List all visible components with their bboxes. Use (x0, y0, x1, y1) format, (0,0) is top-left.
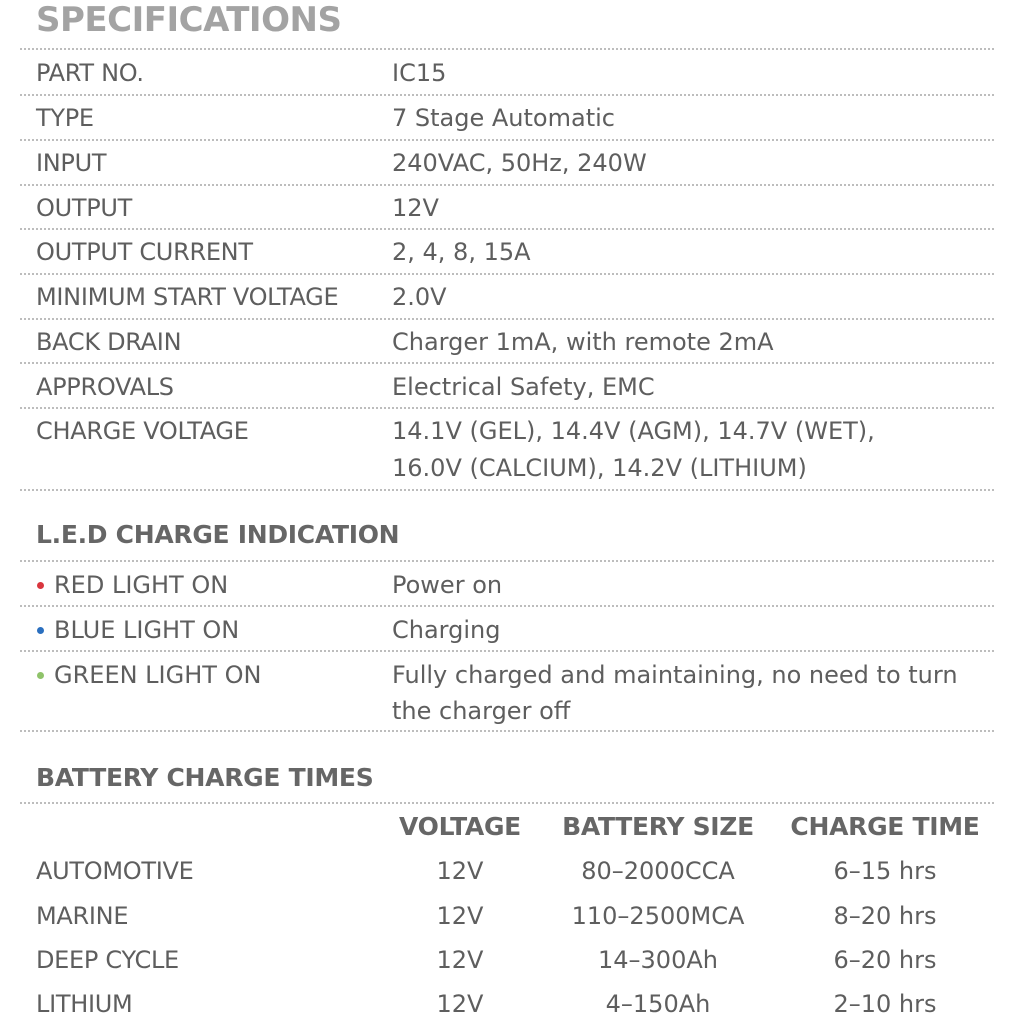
column-header-battery-size: BATTERY SIZE (562, 812, 754, 841)
battery-voltage: 12V (436, 946, 484, 974)
led-label-blue: BLUE LIGHT ON (54, 616, 240, 644)
spec-label-type: TYPE (36, 104, 94, 132)
divider (20, 228, 994, 230)
divider (20, 730, 994, 732)
spec-value-min-start-voltage: 2.0V (392, 283, 447, 311)
divider (20, 407, 994, 409)
battery-size: 14–300Ah (598, 946, 718, 974)
spec-value-output-current: 2, 4, 8, 15A (392, 238, 531, 266)
led-section-title: L.E.D CHARGE INDICATION (36, 520, 400, 549)
battery-voltage: 12V (436, 857, 484, 885)
divider (20, 650, 994, 652)
divider (20, 184, 994, 186)
battery-size: 4–150Ah (605, 990, 711, 1018)
spec-value-type: 7 Stage Automatic (392, 104, 615, 132)
spec-label-charge-voltage: CHARGE VOLTAGE (36, 417, 249, 445)
spec-label-output: OUTPUT (36, 194, 133, 222)
divider (20, 48, 994, 50)
spec-label-approvals: APPROVALS (36, 373, 174, 401)
spec-value-charge-voltage: 14.1V (GEL), 14.4V (AGM), 14.7V (WET), (392, 417, 875, 445)
spec-value-charge-voltage-line2: 16.0V (CALCIUM), 14.2V (LITHIUM) (392, 454, 807, 482)
blue-led-dot-icon (37, 627, 44, 634)
column-header-voltage: VOLTAGE (399, 812, 521, 841)
divider (20, 273, 994, 275)
spec-value-back-drain: Charger 1mA, with remote 2mA (392, 328, 774, 356)
led-value-green: Fully charged and maintaining, no need to turn (392, 661, 958, 689)
battery-charge-time: 6–20 hrs (833, 946, 937, 974)
led-value-green-line2: the charger off (392, 697, 571, 725)
spec-label-input: INPUT (36, 149, 107, 177)
divider (20, 489, 994, 491)
spec-label-back-drain: BACK DRAIN (36, 328, 182, 356)
divider (20, 802, 994, 804)
spec-label-output-current: OUTPUT CURRENT (36, 238, 253, 266)
battery-section-title: BATTERY CHARGE TIMES (36, 763, 374, 792)
column-header-charge-time: CHARGE TIME (790, 812, 980, 841)
green-led-dot-icon (37, 672, 44, 679)
battery-type: MARINE (36, 902, 129, 930)
battery-voltage: 12V (436, 990, 484, 1018)
led-value-blue: Charging (392, 616, 501, 644)
spec-value-part-no: IC15 (392, 59, 447, 87)
spec-value-approvals: Electrical Safety, EMC (392, 373, 655, 401)
divider (20, 318, 994, 320)
spec-value-output: 12V (392, 194, 439, 222)
led-label-green: GREEN LIGHT ON (54, 661, 262, 689)
divider (20, 139, 994, 141)
battery-size: 110–2500MCA (571, 902, 745, 930)
page-title: SPECIFICATIONS (36, 0, 342, 40)
divider (20, 362, 994, 364)
battery-type: DEEP CYCLE (36, 946, 179, 974)
battery-type: LITHIUM (36, 990, 133, 1018)
led-value-red: Power on (392, 571, 503, 599)
battery-charge-time: 2–10 hrs (833, 990, 937, 1018)
spec-label-min-start-voltage: MINIMUM START VOLTAGE (36, 283, 339, 311)
battery-type: AUTOMOTIVE (36, 857, 194, 885)
led-label-red: RED LIGHT ON (54, 571, 229, 599)
divider (20, 560, 994, 562)
battery-charge-time: 8–20 hrs (833, 902, 937, 930)
battery-voltage: 12V (436, 902, 484, 930)
divider (20, 605, 994, 607)
battery-size: 80–2000CCA (581, 857, 735, 885)
spec-label-part-no: PART NO. (36, 59, 144, 87)
red-led-dot-icon (37, 582, 44, 589)
spec-value-input: 240VAC, 50Hz, 240W (392, 149, 647, 177)
divider (20, 94, 994, 96)
battery-charge-time: 6–15 hrs (833, 857, 937, 885)
